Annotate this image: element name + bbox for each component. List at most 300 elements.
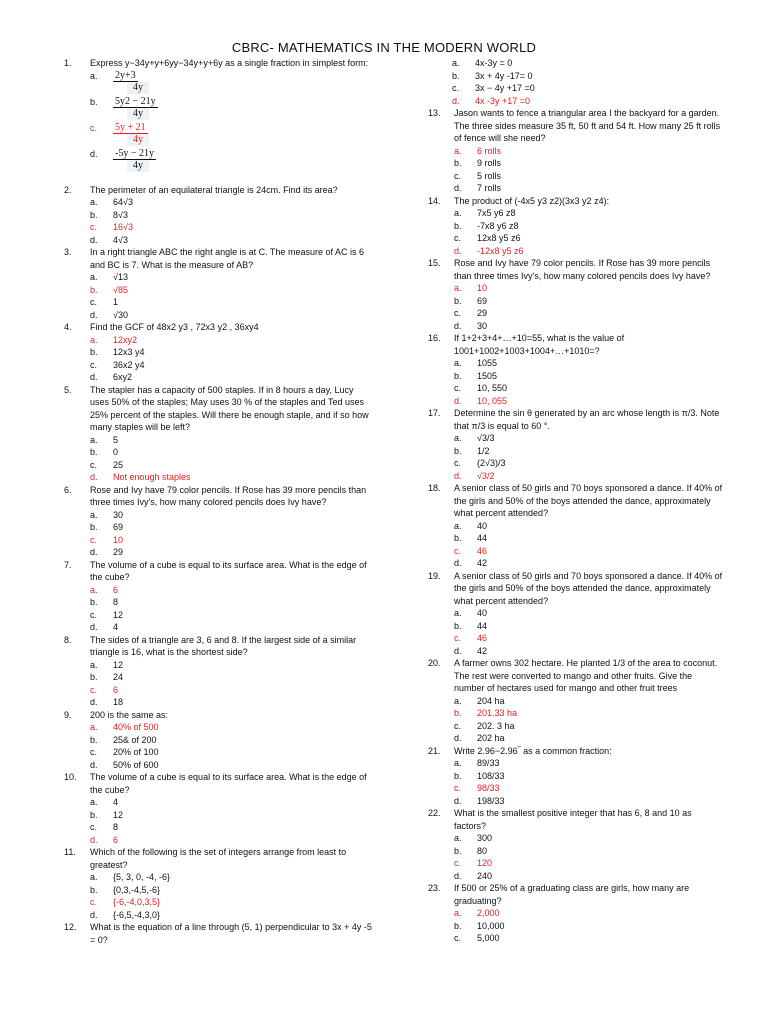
- option-letter: b.: [454, 708, 462, 718]
- question-item: [64, 321, 374, 384]
- question-text: The sides of a triangle are 3, 6 and 8. If the largest side of a similar triangle is 16, what is the shortest side?: [90, 634, 357, 657]
- option-letter: c.: [90, 459, 98, 470]
- answer-option: [454, 795, 724, 808]
- option-text: 25& of 200: [113, 734, 157, 745]
- option-letter: b.: [454, 845, 462, 856]
- answer-option: [90, 671, 374, 684]
- option-letter: d.: [454, 245, 462, 256]
- option-letter: d.: [454, 870, 462, 881]
- question-item: [64, 184, 374, 247]
- option-text: {5, 3, 0, -4, -6}: [113, 872, 171, 882]
- option-text: 4√3: [113, 234, 128, 245]
- question-text: Which of the following is the set of integers arrange from least to greatest?: [90, 847, 347, 870]
- answer-option: [90, 796, 374, 809]
- option-text: 98/33: [477, 783, 500, 793]
- option-letter: a.: [454, 695, 462, 706]
- answer-option: [90, 221, 374, 234]
- option-text: 8: [113, 822, 119, 832]
- option-letter: a.: [454, 608, 462, 618]
- answer-option: [454, 845, 724, 858]
- option-letter: b.: [90, 284, 98, 295]
- option-letter: c.: [454, 933, 462, 943]
- answer-option: [90, 609, 374, 622]
- option-text: -12x8 y5 z6: [477, 245, 524, 256]
- option-text: 6 rolls: [477, 145, 502, 156]
- question-number: 13.: [428, 108, 441, 118]
- option-letter: a.: [90, 272, 98, 282]
- option-letter: d.: [90, 372, 98, 382]
- option-text: 36x2 y4: [113, 359, 145, 370]
- question-text: The perimeter of an equilateral triangle is 24cm. Find its area?: [90, 184, 338, 195]
- answer-option: [454, 932, 724, 945]
- page-title: CBRC- MATHEMATICS IN THE MODERN WORLD: [231, 40, 537, 55]
- answer-option: [90, 546, 374, 559]
- question-text: Rose and Ivy have 79 color pencils. If Rose has 39 more pencils than three times Ivy's, how many colored pencils does Ivy have?: [454, 258, 711, 281]
- option-text: 89/33: [477, 758, 500, 768]
- option-letter: d.: [454, 470, 462, 481]
- fraction: [113, 70, 374, 96]
- question-number: 12.: [64, 922, 77, 932]
- answer-option: [90, 209, 374, 222]
- answer-option: [90, 759, 374, 772]
- option-letter: b.: [454, 445, 462, 456]
- option-letter: a.: [90, 584, 98, 595]
- option-letter: c.: [90, 297, 98, 307]
- answer-option: [90, 684, 374, 697]
- option-letter: b.: [90, 597, 98, 607]
- question-text: 200 is the same as:: [90, 709, 169, 720]
- option-letter: a.: [454, 208, 462, 218]
- option-text: 30: [477, 320, 488, 331]
- answer-option: [454, 445, 724, 458]
- answer-option: [90, 596, 374, 609]
- answer-option: [90, 509, 374, 522]
- option-text: 202. 3 ha: [477, 720, 515, 731]
- option-text: 1055: [477, 358, 498, 368]
- question-number: 4.: [64, 322, 72, 332]
- option-text: 9 rolls: [477, 158, 502, 168]
- option-text: √13: [113, 272, 128, 282]
- question-number: 7.: [64, 559, 72, 570]
- answer-option: [90, 746, 374, 759]
- answer-option: [90, 909, 374, 922]
- option-text: 5 rolls: [477, 170, 502, 181]
- option-letter: a.: [454, 833, 462, 843]
- answer-option: [454, 182, 724, 195]
- question-item: [428, 745, 724, 808]
- option-text: 12x8 y5 z6: [477, 233, 521, 243]
- answer-option: [454, 770, 724, 783]
- question-item: [64, 709, 374, 772]
- option-letter: c.: [454, 545, 462, 556]
- question-number: 21.: [428, 745, 441, 756]
- option-letter: c.: [454, 383, 462, 393]
- option-text: 7 rolls: [477, 183, 502, 193]
- option-text: 4: [113, 797, 119, 807]
- option-text: 6xy2: [113, 372, 133, 382]
- option-text: 10: [113, 534, 124, 545]
- question-number: 3.: [64, 247, 72, 257]
- answer-option: [90, 284, 374, 297]
- answer-option: [90, 70, 374, 96]
- question-item: [64, 246, 374, 321]
- answer-option: [454, 245, 724, 258]
- answer-option: [454, 620, 724, 633]
- option-letter: d.: [454, 645, 462, 656]
- question-number: 23.: [428, 883, 441, 893]
- answer-option: [90, 896, 374, 909]
- question-text: What is the smallest positive integer that has 6, 8 and 10 as factors?: [454, 808, 692, 831]
- option-text: 6: [113, 834, 119, 845]
- option-letter: d.: [452, 95, 460, 106]
- option-text: 10, 550: [477, 383, 508, 393]
- option-letter: b.: [90, 522, 98, 532]
- option-text: 240: [477, 870, 493, 881]
- answer-option: [90, 334, 374, 347]
- answer-option: [90, 871, 374, 884]
- question-number: 17.: [428, 408, 441, 418]
- option-letter: b.: [452, 70, 460, 81]
- answer-option: [90, 884, 374, 897]
- option-letter: c.: [90, 534, 98, 545]
- option-letter: c.: [90, 684, 98, 695]
- answer-option: [454, 870, 724, 883]
- option-letter: c.: [454, 308, 462, 318]
- answer-option: [90, 96, 374, 122]
- option-letter: c.: [90, 747, 98, 757]
- question-text: Rose and Ivy have 79 color pencils. If Rose has 39 more pencils than three times Ivy's, how many colored pencils does Ivy have?: [90, 484, 367, 507]
- question-text: If 500 or 25% of a graduating class are girls, how many are graduating?: [454, 883, 690, 906]
- option-text: 46: [477, 633, 488, 643]
- answer-option: [90, 196, 374, 209]
- answer-option: [454, 295, 724, 308]
- question-item: [428, 807, 724, 882]
- answer-option: [454, 157, 724, 170]
- question-item: [428, 107, 724, 195]
- option-text: 2,000: [477, 908, 500, 918]
- answer-option: [454, 145, 724, 158]
- question-text: Write 2.96−2.96‾ as a common fraction:: [454, 745, 612, 756]
- option-letter: d.: [90, 234, 98, 245]
- option-letter: b.: [90, 809, 98, 820]
- option-letter: b.: [90, 447, 98, 457]
- option-text: 40: [477, 520, 488, 531]
- answer-option: [90, 821, 374, 834]
- option-letter: c.: [90, 359, 98, 370]
- question-text: Find the GCF of 48x2 y3 , 72x3 y2 , 36xy4: [90, 322, 259, 332]
- option-text: {0,3,-4,5,-6}: [113, 884, 161, 895]
- option-letter: a.: [454, 283, 462, 293]
- question-text: Express y−34y+y+6yy−34y+y+6y as a single fraction in simplest form:: [90, 58, 369, 68]
- option-text: 42: [477, 558, 488, 568]
- answer-option: [454, 920, 724, 933]
- option-letter: d.: [90, 547, 98, 557]
- option-text: {-6,5,-4,3,0}: [113, 909, 161, 920]
- question-item: [64, 771, 374, 846]
- option-text: 64√3: [113, 197, 133, 207]
- option-letter: c.: [454, 170, 462, 181]
- answer-option: [90, 659, 374, 672]
- answer-option: [454, 632, 724, 645]
- answer-option: [90, 696, 374, 709]
- option-letter: a.: [90, 659, 98, 670]
- answer-option: [90, 721, 374, 734]
- fraction: [113, 148, 374, 174]
- option-letter: a.: [454, 358, 462, 368]
- option-text: 10: [477, 283, 488, 293]
- fraction-denominator: 4y: [127, 82, 149, 95]
- option-letter: c.: [454, 458, 462, 468]
- option-letter: a.: [454, 520, 462, 531]
- option-letter: a.: [90, 797, 98, 807]
- right-column: [428, 57, 724, 945]
- question-text: A farmer owns 302 hectare. He planted 1/3 of the area to coconut. The rest were converted to mango and other fruits. Give the number of hectares used for mango and other fruit trees: [454, 658, 718, 693]
- option-text: 20% of 100: [113, 747, 159, 757]
- answer-option: [454, 532, 724, 545]
- option-letter: a.: [90, 434, 98, 445]
- answer-option: [454, 720, 724, 733]
- option-text: 6: [113, 584, 119, 595]
- question-item: [64, 634, 374, 709]
- answer-option: [454, 857, 724, 870]
- option-letter: d.: [454, 183, 462, 193]
- answer-option: [90, 359, 374, 372]
- answer-option: [454, 907, 724, 920]
- fraction-numerator: [113, 148, 156, 161]
- option-text: 1/2: [477, 445, 490, 456]
- answer-option: [454, 470, 724, 483]
- question-item: [428, 482, 724, 570]
- option-letter: c.: [452, 83, 460, 93]
- option-text: 10,000: [477, 920, 505, 931]
- option-text: 46: [477, 545, 488, 556]
- answer-option: [454, 832, 724, 845]
- question-number: 18.: [428, 483, 441, 493]
- option-letter: c.: [454, 233, 462, 243]
- option-letter: d.: [454, 558, 462, 568]
- option-text: 10, 055: [477, 395, 508, 406]
- question-item: [64, 846, 374, 921]
- question-text: The volume of a cube is equal to its surface area. What is the edge of the cube?: [90, 772, 367, 795]
- question-item: [64, 57, 374, 174]
- option-text: √3/3: [477, 433, 495, 443]
- option-text: 0: [113, 447, 119, 457]
- question-number: 6.: [64, 484, 72, 495]
- option-letter: a.: [90, 70, 98, 81]
- option-letter: b.: [90, 347, 98, 357]
- option-text: 69: [477, 295, 488, 306]
- answer-option: [454, 232, 724, 245]
- option-letter: b.: [454, 295, 462, 306]
- answer-option: [454, 395, 724, 408]
- answer-option: [454, 520, 724, 533]
- answer-option: [452, 57, 724, 70]
- question-number: 2.: [64, 184, 72, 195]
- question-item: [64, 384, 374, 484]
- question-item: [428, 407, 724, 482]
- question-number: 10.: [64, 772, 77, 782]
- option-text: 8: [113, 597, 119, 607]
- option-letter: d.: [90, 309, 98, 320]
- fraction-numerator: [113, 122, 148, 135]
- option-text: 300: [477, 833, 493, 843]
- option-letter: b.: [90, 96, 98, 107]
- option-letter: a.: [90, 334, 98, 345]
- numerator-text: 2y+3: [115, 69, 136, 81]
- option-letter: d.: [454, 395, 462, 406]
- option-text: 1: [113, 297, 119, 307]
- option-letter: d.: [454, 320, 462, 331]
- answer-option: [454, 607, 724, 620]
- option-text: 4x-3y = 0: [475, 58, 513, 68]
- option-text: 12: [113, 809, 124, 820]
- option-letter: b.: [454, 533, 462, 543]
- continued-options: [428, 57, 724, 107]
- option-letter: a.: [454, 145, 462, 156]
- answer-option: [454, 320, 724, 333]
- option-letter: b.: [454, 158, 462, 168]
- option-text: Not enough staples: [113, 472, 191, 482]
- option-text: 12: [113, 609, 124, 620]
- answer-option: [452, 82, 724, 95]
- answer-option: [90, 234, 374, 247]
- answer-option: [90, 434, 374, 447]
- option-letter: a.: [90, 722, 98, 732]
- answer-option: [454, 207, 724, 220]
- fraction-numerator: [113, 70, 138, 83]
- option-text: 16√3: [113, 222, 133, 232]
- answer-option: [90, 584, 374, 597]
- answer-option: [90, 346, 374, 359]
- fraction-denominator: 4y: [127, 108, 149, 121]
- answer-option: [454, 170, 724, 183]
- option-text: 4: [113, 622, 119, 632]
- question-text: Determine the sin θ generated by an arc whose length is π/3. Note that π/3 is equal to 60 °.: [454, 408, 720, 431]
- answer-option: [454, 757, 724, 770]
- option-letter: d.: [90, 622, 98, 632]
- answer-option: [454, 645, 724, 658]
- answer-option: [454, 695, 724, 708]
- question-text: What is the equation of a line through (5, 1) perpendicular to 3x + 4y -5 = 0?: [90, 922, 372, 945]
- option-letter: d.: [90, 909, 98, 920]
- option-letter: b.: [90, 884, 98, 895]
- answer-option: [90, 809, 374, 822]
- question-item: [428, 195, 724, 258]
- answer-option: [454, 307, 724, 320]
- option-text: 25: [113, 459, 124, 470]
- option-letter: c.: [454, 783, 462, 793]
- option-text: 4x -3y +17 =0: [475, 95, 531, 106]
- question-item: [64, 484, 374, 559]
- option-text: 8√3: [113, 209, 128, 220]
- answer-option: [454, 382, 724, 395]
- question-text: The volume of a cube is equal to its surface area. What is the edge of the cube?: [90, 559, 367, 582]
- numerator-text: 5y2 − 21y: [115, 95, 156, 107]
- fraction-denominator: 4y: [127, 134, 149, 147]
- question-item: [428, 882, 724, 945]
- answer-option: [452, 95, 724, 108]
- option-text: 12x3 y4: [113, 347, 145, 357]
- fraction: [113, 96, 374, 122]
- option-letter: b.: [454, 220, 462, 231]
- question-text: A senior class of 50 girls and 70 boys sponsored a dance. If 40% of the girls and 50% of the boys attended the dance, approximately what percent attended?: [454, 483, 723, 518]
- question-text: The product of (-4x5 y3 z2)(3x3 y2 z4):: [454, 195, 610, 206]
- answer-option: [90, 459, 374, 472]
- answer-option: [454, 707, 724, 720]
- answer-option: [90, 734, 374, 747]
- option-text: 3x + 4y -17= 0: [475, 70, 533, 81]
- answer-option: [454, 732, 724, 745]
- answer-option: [90, 521, 374, 534]
- fraction-numerator: [113, 96, 158, 109]
- answer-option: [90, 296, 374, 309]
- option-letter: d.: [454, 795, 462, 806]
- option-text: 12xy2: [113, 334, 138, 345]
- option-text: 6: [113, 684, 119, 695]
- option-letter: a.: [454, 908, 462, 918]
- answer-option: [90, 122, 374, 148]
- answer-option: [90, 834, 374, 847]
- option-letter: a.: [454, 433, 462, 443]
- question-number: 14.: [428, 195, 441, 206]
- option-letter: b.: [90, 734, 98, 745]
- answer-option: [454, 357, 724, 370]
- option-letter: b.: [454, 370, 462, 381]
- answer-option: [90, 371, 374, 384]
- option-text: 50% of 600: [113, 759, 159, 770]
- option-letter: a.: [452, 58, 460, 68]
- question-number: 16.: [428, 333, 441, 343]
- option-text: {-6,-4,0,3,5}: [113, 897, 161, 907]
- option-letter: c.: [90, 222, 98, 232]
- option-text: 3x − 4y +17 =0: [475, 83, 535, 93]
- numerator-text: -5y − 21y: [115, 147, 154, 159]
- question-item: [428, 257, 724, 332]
- answer-option: [90, 446, 374, 459]
- option-letter: a.: [90, 509, 98, 520]
- question-number: 15.: [428, 258, 441, 268]
- option-text: 108/33: [477, 770, 505, 781]
- question-item: [64, 921, 374, 946]
- question-item: [428, 657, 724, 745]
- answer-option: [90, 148, 374, 174]
- option-text: 198/33: [477, 795, 505, 806]
- question-text: The stapler has a capacity of 500 staples. If in 8 hours a day, Lucy uses 50% of the staples; May uses 30 % of the staples and Ted uses 25% percent of the staples. Will there be enough staple, and if so how many staples will be left?: [90, 384, 369, 432]
- question-number: 5.: [64, 384, 72, 395]
- option-text: 40% of 500: [113, 722, 159, 732]
- option-letter: a.: [454, 758, 462, 768]
- option-text: 201.33 ha: [477, 708, 518, 718]
- option-text: 30: [113, 509, 124, 520]
- option-text: √30: [113, 309, 128, 320]
- option-text: √85: [113, 284, 128, 295]
- option-text: 24: [113, 672, 124, 682]
- answer-option: [454, 457, 724, 470]
- option-text: 204 ha: [477, 695, 505, 706]
- answer-option: [454, 782, 724, 795]
- option-text: 80: [477, 845, 488, 856]
- option-letter: b.: [454, 770, 462, 781]
- question-number: 19.: [428, 570, 441, 581]
- option-letter: d.: [90, 834, 98, 845]
- option-text: -7x8 y6 z8: [477, 220, 519, 231]
- option-letter: c.: [454, 633, 462, 643]
- option-letter: c.: [90, 822, 98, 832]
- question-item: [428, 332, 724, 407]
- answer-option: [90, 309, 374, 322]
- option-letter: b.: [90, 209, 98, 220]
- option-text: 40: [477, 608, 488, 618]
